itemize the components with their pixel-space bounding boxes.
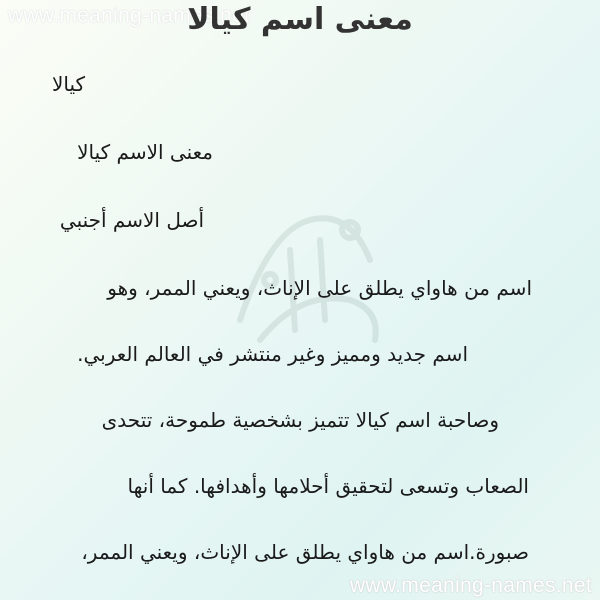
logo-emblem-icon [200, 170, 420, 370]
description-line-3: وصاحبة اسم كيالا تتميز بشخصية طموحة، تتحدى [101, 408, 499, 432]
origin-line: أصل الاسم أجنبي [59, 208, 204, 232]
page-title: معنى اسم كيالا [187, 2, 413, 37]
background-logo-watermark [200, 170, 420, 370]
name-line: كيالا [51, 72, 85, 96]
watermark-top: www.meaning-names.net [8, 4, 251, 27]
meaning-heading: معنى الاسم كيالا [77, 140, 213, 164]
description-line-5: صبورة.اسم من هاواي يطلق على الإناث، ويعني الممر، [81, 540, 529, 564]
description-line-1: اسم من هاواي يطلق على الإناث، ويعني الممر، وهو [107, 276, 532, 300]
description-line-4: الصعاب وتسعى لتحقيق أحلامها وأهدافها. كما أنها [127, 474, 529, 498]
description-line-2: اسم جديد ومميز وغير منتشر في العالم العربي. [77, 342, 468, 366]
watermark-bottom: www.meaning-names.net [349, 574, 592, 597]
